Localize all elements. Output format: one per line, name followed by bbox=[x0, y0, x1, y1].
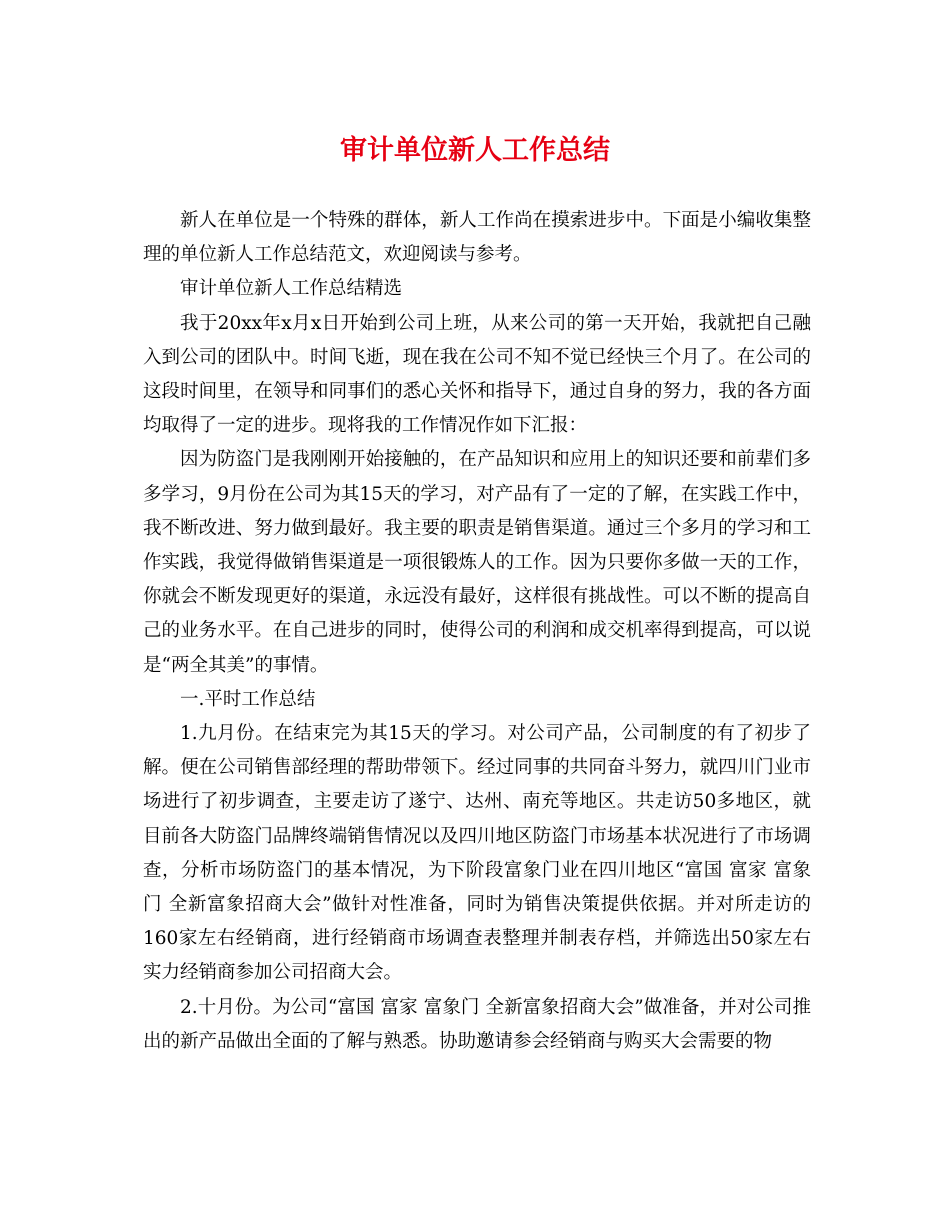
section-heading-selected: 审计单位新人工作总结精选 bbox=[180, 278, 403, 300]
september-paragraph: 1.九月份。在结束完为其15天的学习。对公司产品，公司制度的有了初步了解。便在公司销售部经理的帮助带领下。经过同事的共同奋斗努力，就四川门业市场进行了初步调查，主要走访了遂宁、达州、南充等地区。共走访50多地区，就目前各大防盗门品牌终端销售情况以及四川地区防盗门市场基本状况进行了市场调查，分析市场防盗门的基本情况，为下阶段富象门业在四川地区“富国 富家 富象门 全新富象招商大会”做针对性准备，同时为销售决策提供依据。并对所走访的160家左右经销商，进行经销商市场调查表整理并制表存档，并筛选出50家左右实力经销商参加公司招商大会。 bbox=[143, 723, 811, 984]
document-body bbox=[143, 204, 811, 1059]
report-paragraph: 我于20xx年x月x日开始到公司上班，从来公司的第一天开始，我就把自己融入到公司的团队中。时间飞逝，现在我在公司不知不觉已经快三个月了。在公司的这段时间里，在领导和同事们的悉心关怀和指导下，通过自身的努力，我的各方面均取得了一定的进步。现将我的工作情况作如下汇报： bbox=[143, 312, 811, 437]
intro-paragraph: 新人在单位是一个特殊的群体，新人工作尚在摸索进步中。下面是小编收集整理的单位新人工作总结范文，欢迎阅读与参考。 bbox=[143, 210, 811, 266]
document-title: 审计单位新人工作总结 bbox=[340, 135, 610, 166]
october-paragraph: 2.十月份。为公司“富国 富家 富象门 全新富象招商大会”做准备，并对公司推出的新产品做出全面的了解与熟悉。协助邀请参会经销商与购买大会需要的物 bbox=[143, 996, 811, 1052]
sales-channel-paragraph: 因为防盗门是我刚刚开始接触的，在产品知识和应用上的知识还要和前辈们多多学习，9月份在公司为其15天的学习，对产品有了一定的了解，在实践工作中，我不断改进、努力做到最好。我主要的职责是销售渠道。通过三个多月的学习和工作实践，我觉得做销售渠道是一项很锻炼人的工作。因为只要你多做一天的工作，你就会不断发现更好的渠道，永远没有最好，这样很有挑战性。可以不断的提高自己的业务水平。在自己进步的同时，使得公司的利润和成交机率得到提高，可以说是“两全其美”的事情。 bbox=[143, 449, 811, 676]
section-heading-daily-work: 一.平时工作总结 bbox=[180, 688, 316, 710]
